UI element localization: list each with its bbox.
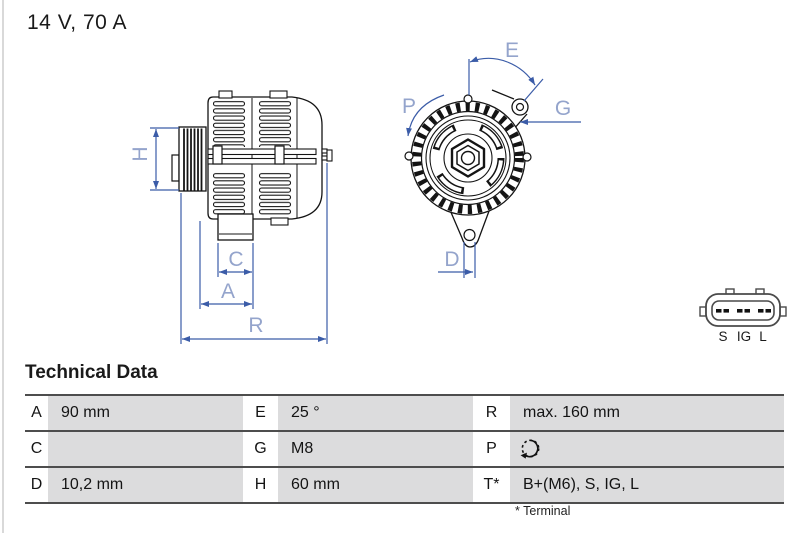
dim-label-e: E (504, 39, 520, 62)
through-bolt-rail (208, 159, 316, 165)
dim-label-r: R (248, 314, 264, 337)
b-plus-terminal-stud (322, 149, 327, 153)
cooling-fins (258, 100, 294, 147)
table-row (25, 468, 784, 502)
param-value-h: 60 mm (278, 468, 473, 502)
technical-data-heading: Technical Data (25, 362, 158, 383)
body-bottom-tab (271, 218, 288, 225)
param-label-c: C (25, 432, 48, 466)
side-view-alternator (172, 91, 332, 240)
param-value-e: 25 ° (278, 396, 473, 430)
shaft-hex-nut (457, 146, 479, 171)
param-value-c (48, 432, 243, 466)
through-bolt-head (275, 146, 284, 164)
mounting-lug (218, 214, 253, 240)
param-label-t: T* (473, 468, 510, 502)
dim-label-c: C (228, 248, 244, 271)
ear-hole (464, 95, 472, 103)
param-label-h: H (243, 468, 278, 502)
terminal-footnote: * Terminal (515, 504, 571, 518)
ear-hole (523, 153, 531, 161)
param-label-r: R (473, 396, 510, 430)
body-top-tab (219, 91, 232, 98)
param-label-p: P (473, 432, 510, 466)
param-label-d: D (25, 468, 48, 502)
dim-label-p: P (401, 95, 417, 118)
connector-pin-label-s: S (718, 329, 728, 344)
param-label-g: G (243, 432, 278, 466)
through-bolt-head (213, 146, 222, 164)
dim-label-a: A (220, 280, 236, 303)
ear-hole (405, 152, 413, 160)
param-value-t: B+(M6), S, IG, L (510, 468, 784, 502)
param-label-a: A (25, 396, 48, 430)
dim-label-d: D (444, 248, 460, 271)
dim-label-g: G (554, 97, 572, 120)
dim-arc-e (470, 58, 535, 85)
cooling-fins (258, 172, 294, 215)
pulley-hub (172, 155, 179, 181)
connector-pin-label-ig: IG (736, 329, 752, 344)
counterclockwise-rotation-icon (518, 437, 542, 461)
dim-label-h: H (129, 146, 152, 162)
b-plus-terminal-stud (327, 150, 332, 161)
through-bolt-rail (208, 149, 316, 155)
connector-side-tab (780, 307, 786, 316)
table-row (25, 396, 784, 430)
body-top-tab (270, 91, 287, 98)
cooling-fins (213, 172, 249, 215)
param-value-g: M8 (278, 432, 473, 466)
bracket-hole (464, 230, 475, 241)
adjuster-lug (512, 99, 528, 115)
table-rule (25, 502, 784, 504)
b-plus-terminal-stud (322, 156, 327, 160)
param-value-a: 90 mm (48, 396, 243, 430)
plug-connector (700, 289, 786, 326)
cooling-fins (213, 100, 249, 147)
table-row (25, 432, 784, 466)
param-value-r: max. 160 mm (510, 396, 784, 430)
product-rating-title: 14 V, 70 A (27, 11, 127, 34)
param-value-p (510, 432, 784, 466)
param-label-e: E (243, 396, 278, 430)
connector-pin-label-l: L (759, 329, 767, 344)
param-value-d: 10,2 mm (48, 468, 243, 502)
front-view-alternator (405, 90, 531, 247)
